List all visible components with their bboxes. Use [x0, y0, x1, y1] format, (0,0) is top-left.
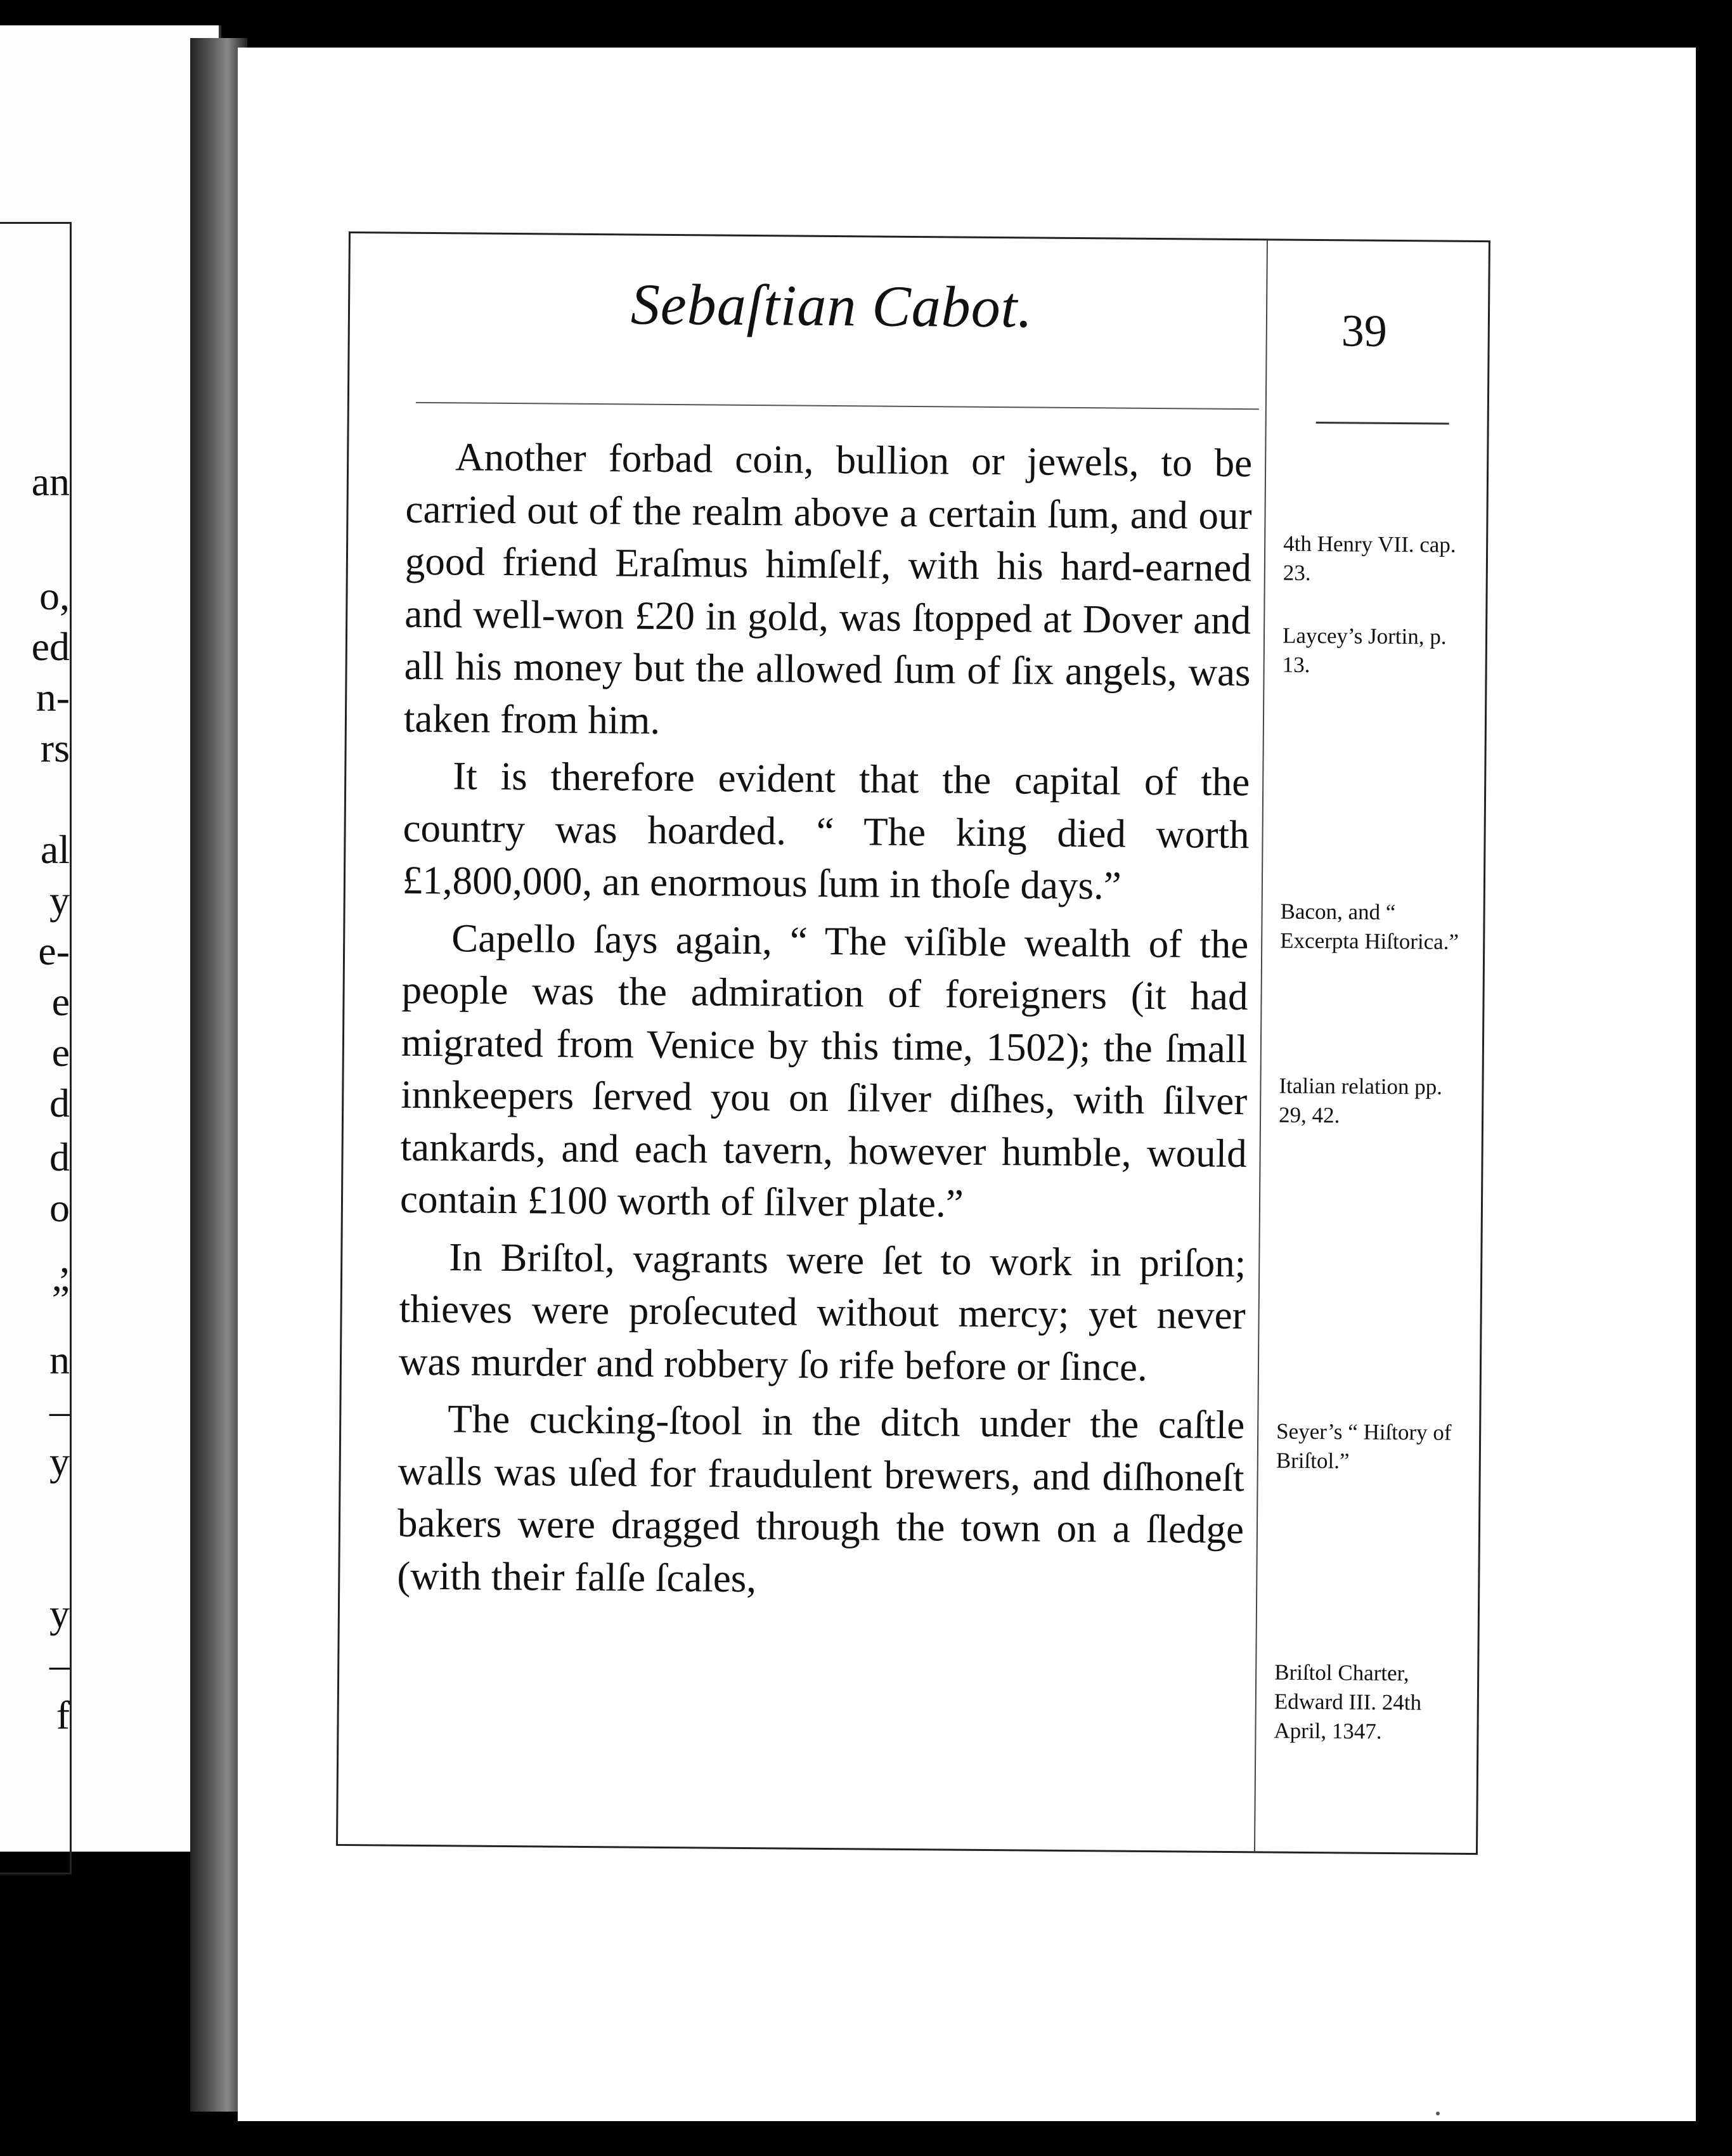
- margin-note: 4th Henry VII. cap. 23.: [1283, 531, 1456, 585]
- left-fragment: y: [49, 1591, 70, 1636]
- left-fragment: al: [40, 827, 70, 872]
- running-title: Sebaſtian Cabot.: [630, 271, 1033, 340]
- left-page-frame: [0, 222, 72, 1874]
- left-fragment: –: [49, 1388, 70, 1433]
- left-fragment: ed: [31, 624, 70, 669]
- left-fragment: n: [49, 1337, 70, 1382]
- margin-note: Seyer’s “ Hiſtory of Briſtol.”: [1276, 1419, 1452, 1474]
- paragraph: Capello ſays again, “ The viſible wealth of the people was the admiration of foreigners (it had migrated from Venice by this time, 1502); the ſmall innkeepers ſerved you on ſilver diſhes, with ſilver tankards, and each tavern, however humble, would contain £100 worth of ſilver plate.”: [399, 915, 1249, 1226]
- left-fragment: ,: [60, 1236, 70, 1281]
- margin-note: Laycey’s Jortin, p. 13.: [1282, 623, 1447, 677]
- paragraph: Another forbad coin, bullion or jewels, to be carried out of the realm above a certain ſum, and our good friend Eraſmus himſelf, with his hard-earned and well-won £20 in gold, was ſtopped at Dover and all his money but the allowed ſum of ſix angels, was taken from him.: [403, 434, 1253, 743]
- left-fragment: an: [31, 459, 70, 504]
- margin-note: Italian relation pp. 29, 42.: [1278, 1073, 1443, 1128]
- left-fragment: e-: [38, 928, 70, 973]
- page-speck: [1436, 2112, 1440, 2115]
- left-fragment: y: [49, 1439, 70, 1484]
- body-text: [397, 431, 1253, 1613]
- page-number: 39: [1341, 305, 1388, 356]
- left-fragment: d: [49, 1081, 70, 1126]
- paragraph: The cucking-ſtool in the ditch under the caſtle walls was uſed for fraudulent brewers, and diſhoneſt bakers were dragged through the town on a ſledge (with their falſe ſcales,: [397, 1396, 1245, 1601]
- left-fragment: e: [51, 1030, 70, 1075]
- page-frame: [336, 231, 1490, 1855]
- left-fragment: y: [49, 878, 70, 923]
- left-fragment: –: [49, 1642, 70, 1687]
- left-fragment: o,: [39, 573, 70, 618]
- margin-note: Briſtol Charter, Edward III. 24th April, 1347.: [1274, 1659, 1422, 1744]
- left-fragment: o: [49, 1185, 70, 1230]
- left-fragment: f: [56, 1692, 70, 1737]
- left-fragment: ”: [51, 1277, 70, 1322]
- left-fragment: d: [49, 1134, 70, 1179]
- paragraph: In Briſtol, vagrants were ſet to work in priſon; thieves were proſecuted without mercy; yet never was murder and robbery ſo rife before or ſince.: [398, 1234, 1246, 1389]
- left-facing-page: [0, 25, 221, 1852]
- header-rule: [416, 402, 1259, 410]
- left-fragment: e: [51, 979, 70, 1024]
- margin-note: Bacon, and “ Excerpta Hiſtorica.”: [1280, 899, 1459, 954]
- left-fragment: rs: [40, 725, 70, 770]
- page-number-rule: [1316, 422, 1449, 425]
- margin-rule: [1254, 240, 1268, 1851]
- left-fragment: n-: [36, 675, 70, 720]
- book-page: [238, 48, 1696, 2121]
- paragraph: It is therefore evident that the capital of the country was hoarded. “ The king died worth £1,800,000, an enormous ſum in thoſe days.”: [402, 753, 1250, 908]
